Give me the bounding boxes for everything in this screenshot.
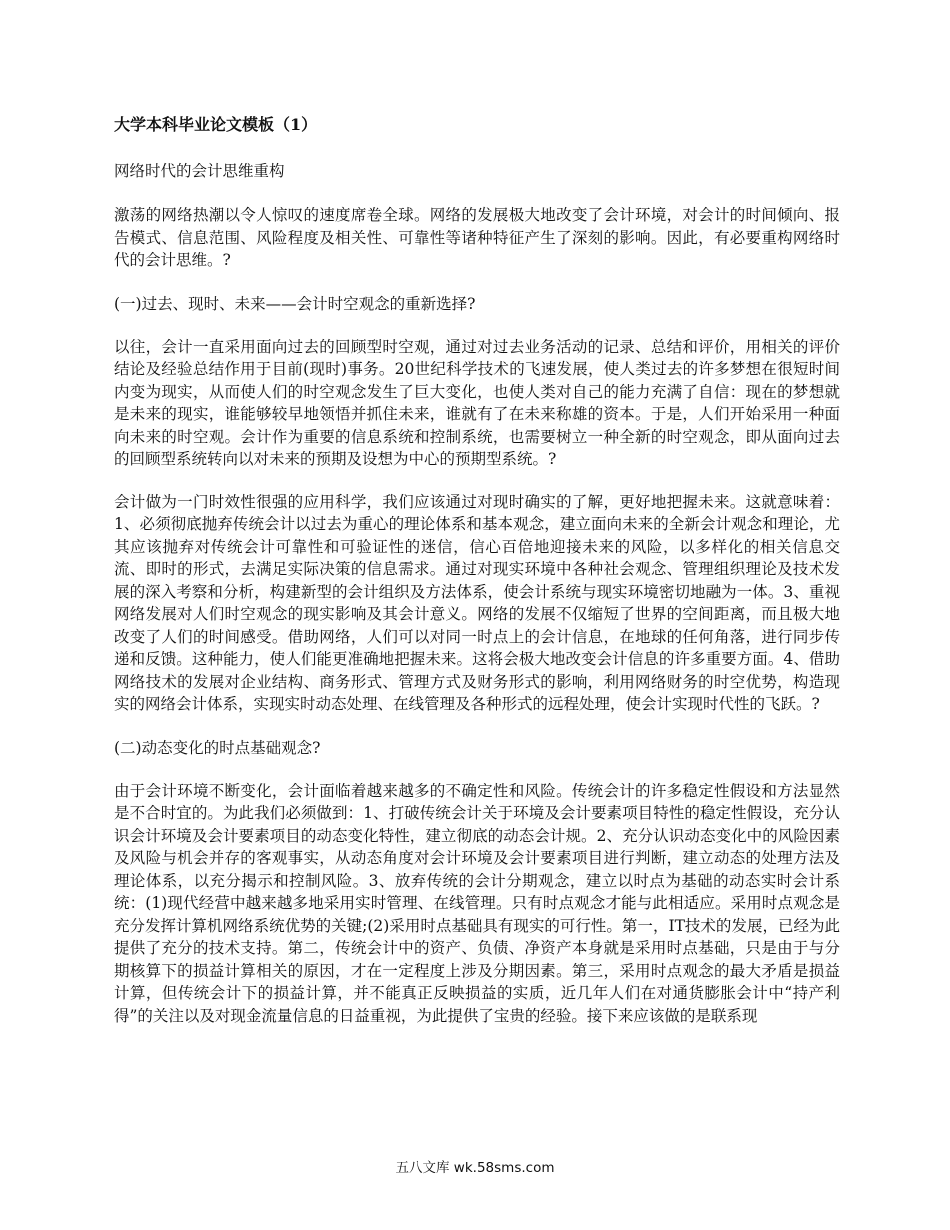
footer-watermark: 五八文库 wk.58sms.com [395, 1160, 555, 1176]
document-title: 大学本科毕业论文模板（1） [114, 115, 318, 134]
document-subtitle: 网络时代的会计思维重构 [114, 162, 285, 180]
document-page [114, 112, 840, 1047]
section-1-paragraph-2: 会计做为一门时效性很强的应用科学，我们应该通过对现时确实的了解，更好地把握未来。这就意味着：1、必须彻底抛弃传统会计以过去为重心的理论体系和基本观念，建立面向未来的全新会计观念和理论，尤其应该抛弃对传统会计可靠性和可验证性的迷信，信心百倍地迎接未来的风险，以多样化的相关信息交流、即时的形式，去满足实际决策的信息需求。通过对现实环境中各种社会观念、管理组织理论及技术发展的深入考察和分析，构建新型的会计组织及方法体系，使会计系统与现实环境密切地融为一体。3、重视网络发展对人们时空观念的现实影响及其会计意义。网络的发展不仅缩短了世界的空间距离，而且极大地改变了人们的时间感受。借助网络，人们可以对同一时点上的会计信息，在地球的任何角落，进行同步传递和反馈。这种能力，使人们能更准确地把握未来。这将会极大地改变会计信息的许多重要方面。4、借助网络技术的发展对企业结构、商务形式、管理方式及财务形式的影响，利用网络财务的时空优势，构造现实的网络会计体系，实现实时动态处理、在线管理及各种形式的远程处理，使会计实现时代性的飞跃。? [114, 492, 840, 713]
section-1-paragraph-1: 以往，会计一直采用面向过去的回顾型时空观，通过对过去业务活动的记录、总结和评价，用相关的评价结论及经验总结作用于目前(现时)事务。20世纪科学技术的飞速发展，使人类过去的许多梦想在很短时间内变为现实，从而使人们的时空观念发生了巨大变化，也使人类对自己的能力充满了自信：现在的梦想就是未来的现实，谁能够较早地领悟并抓住未来，谁就有了在未来称雄的资本。于是，人们开始采用一种面向未来的时空观。会计作为重要的信息系统和控制系统，也需要树立一种全新的时空观念，即从面向过去的回顾型系统转向以对未来的预期及设想为中心的预期型系统。? [114, 337, 840, 468]
intro-paragraph: 激荡的网络热潮以令人惊叹的速度席卷全球。网络的发展极大地改变了会计环境，对会计的时间倾向、报告模式、信息范围、风险程度及相关性、可靠性等诸种特征产生了深刻的影响。因此，有必要重构网络时代的会计思维。? [114, 206, 840, 269]
section-heading-1: (一)过去、现时、未来——会计时空观念的重新选择? [114, 294, 476, 313]
section-2-paragraph-1: 由于会计环境不断变化，会计面临着越来越多的不确定性和风险。传统会计的许多稳定性假设和方法显然是不合时宜的。为此我们必须做到：1、打破传统会计关于环境及会计要素项目特性的稳定性假设，充分认识会计环境及会计要素项目的动态变化特性，建立彻底的动态会计规。2、充分认识动态变化中的风险因素及风险与机会并存的客观事实，从动态角度对会计环境及会计要素项目进行判断，建立动态的处理方法及理论体系，以充分揭示和控制风险。3、放弃传统的会计分期观念，建立以时点为基础的动态实时会计系统：(1)现代经营中越来越多地采用实时管理、在线管理。只有时点观念才能与此相适应。采用时点观念是充分发挥计算机网络系统优势的关键;(2)采用时点基础具有现实的可行性。第一，IT技术的发展，已经为此提供了充分的技术支持。第二，传统会计中的资产、负债、净资产本身就是采用时点基础，只是由于与分期核算下的损益计算相关的原因，才在一定程度上涉及分期因素。第三，采用时点观念的最大矛盾是损益计算，但传统会计下的损益计算，并不能真正反映损益的实质，近几年人们在对通货膨胀会计中“持产利得”的关注以及对现金流量信息的日益重视，为此提供了宝贵的经验。接下来应该做的是联系现 [114, 781, 840, 1025]
section-heading-2: (二)动态变化的时点基础观念? [114, 738, 321, 757]
